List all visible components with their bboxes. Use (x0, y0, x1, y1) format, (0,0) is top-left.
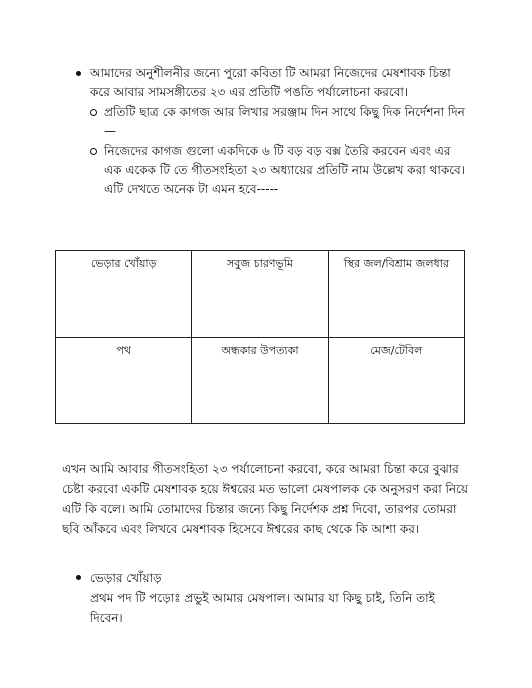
sub-bullet-text: প্রতিটি ছাত্র কে কাগজ আর লিখার সরঞ্জাম দিন সাথে কিছু দিক নির্দেশনা দিন— (104, 105, 465, 138)
bullet-dot-icon (76, 71, 81, 76)
bullet-dot-icon (76, 575, 81, 580)
table-cell: ভেড়ার খোঁয়াড় (56, 251, 192, 338)
intro-bullet-text: আমাদের অনুশীলনীর জন্যে পুরো কবিতা টি আমরা নিজেদের মেষশাবক চিন্তা করে আবার সামসঙ্গীতের ২৩ এর প্রতিটি পঙতি পর্যালোচনা করবো। (90, 66, 451, 99)
hollow-bullet-icon (90, 148, 97, 155)
sheepfold-section (70, 568, 470, 628)
table-cell: সবুজ চারণভূমি (192, 251, 328, 338)
table-cell: মেজ/টেবিল (328, 337, 464, 424)
sub-bullet-text: নিজেদের কাগজ গুলো একদিকে ৬ টি বড় বড় বক্স তৈরি করবেন এবং এর এক একেক টি তে গীতসংহিতা ২৩ অধ্যায়ের প্রতিটি নাম উল্লেখ করা থাকবে। এটি দেখতে অনেক টা এমন হবে----- (104, 144, 466, 196)
table-row (56, 337, 465, 424)
sheepfold-heading: ভেড়ার খোঁয়াড় (90, 571, 162, 585)
instruction-paragraph: এখন আমি আবার গীতসংহিতা ২৩ পর্যালোচনা করবো, করে আমরা চিন্তা করে বুঝার চেষ্টা করবো একটি মেষশাবক হয়ে ঈশ্বরের মত ভালো মেষপালক কে অনুসরণ করা নিয়ে এটি কি বলে। আমি তোমাদের চিন্তার জন্যে কিছু নির্দেশক প্রশ্ন দিবো, তারপর তোমরা ছবি আঁকবে এবং লিখবে মেষশাবক হিসেবে ঈশ্বরের কাছ থেকে কি আশা কর। (62, 462, 468, 536)
table-cell: পথ (56, 337, 192, 424)
sub-bullet-item (70, 142, 470, 199)
sheepfold-bullet (70, 568, 470, 628)
sheepfold-text: প্রথম পদ টি পড়োঃ প্রভুই আমার মেষপাল। আমার যা কিছু চাই, তিনি তাই দিবেন। (90, 591, 435, 625)
table-cell: স্থির জল/বিশ্রাম জলধার (328, 251, 464, 338)
table-row (56, 251, 465, 338)
intro-bullet (70, 64, 470, 102)
hollow-bullet-icon (90, 109, 97, 116)
intro-section (70, 64, 470, 199)
sub-bullet-item (70, 103, 470, 141)
table-cell: অন্ধকার উপত্যকা (192, 337, 328, 424)
psalm-boxes-table (55, 250, 465, 424)
